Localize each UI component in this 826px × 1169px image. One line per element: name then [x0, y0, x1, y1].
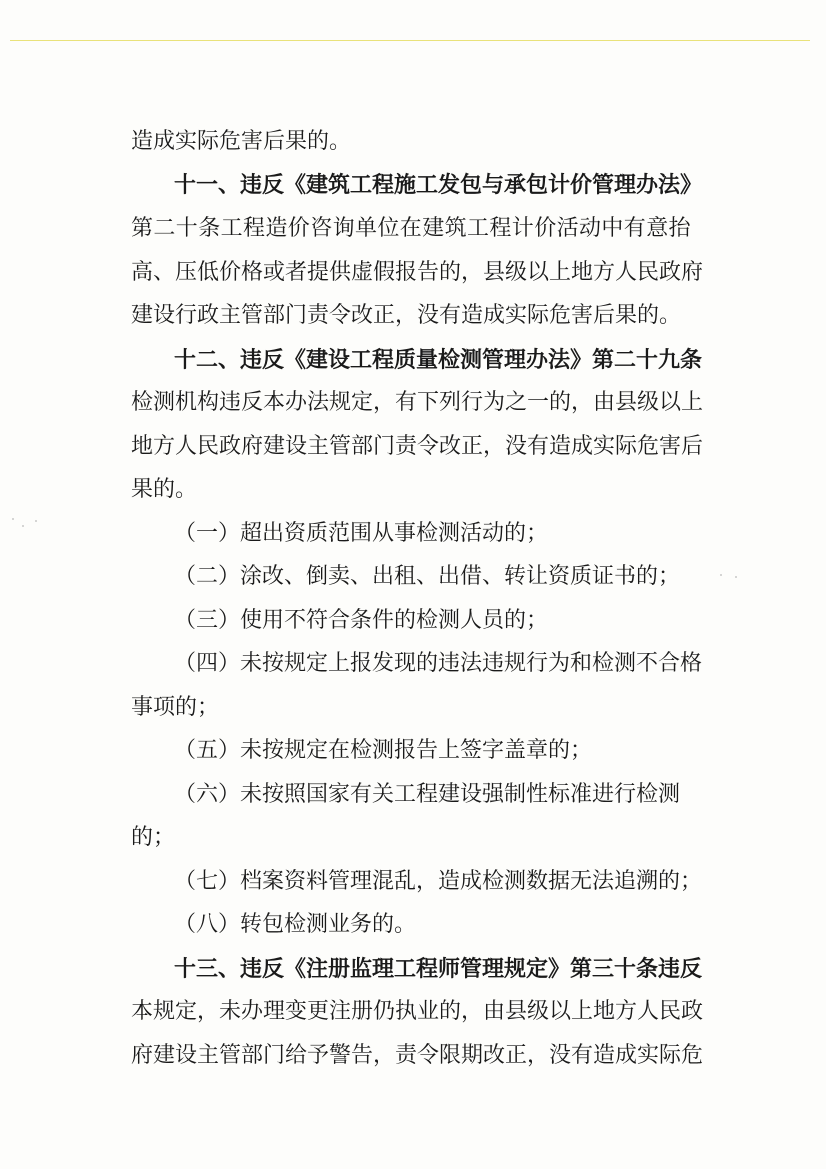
text-line: 果的。	[131, 477, 198, 502]
text-line: 高、压低价格或者提供虚假报告的，县级以上地方人民政府	[131, 260, 704, 285]
list-item: （一）超出资质范围从事检测活动的；	[174, 521, 549, 546]
list-item: （七）档案资料管理混乱，造成检测数据无法追溯的；	[174, 869, 703, 894]
list-item: （四）未按规定上报发现的违法违规行为和检测不合格	[174, 651, 703, 676]
text-line: 十二、违反《建设工程质量检测管理办法》第二十九条	[174, 347, 703, 373]
text-line: 本规定，未办理变更注册仍执业的，由县级以上地方人民政	[131, 999, 704, 1024]
text-line: 第二十条工程造价咨询单位在建筑工程计价活动中有意抬	[131, 216, 692, 241]
text-line: 十一、违反《建筑工程施工发包与承包计价管理办法》	[174, 172, 703, 198]
text-line: 事项的；	[131, 695, 220, 720]
list-item: （三）使用不符合条件的检测人员的；	[174, 608, 549, 633]
list-item: （八）转包检测业务的。	[174, 912, 417, 937]
text-line: 十三、违反《注册监理工程师管理规定》第三十条违反	[174, 956, 703, 982]
text-line: 检测机构违反本办法规定，有下列行为之一的，由县级以上	[131, 390, 704, 415]
list-item: （五）未按规定在检测报告上签字盖章的；	[174, 738, 593, 763]
text-line: 地方人民政府建设主管部门责令改正，没有造成实际危害后	[131, 434, 704, 459]
list-item: （二）涂改、倒卖、出租、出借、转让资质证书的；	[174, 564, 681, 589]
text-line: 建设行政主管部门责令改正，没有造成实际危害后果的。	[131, 303, 682, 328]
text-line: 的；	[131, 825, 176, 850]
list-item: （六）未按照国家有关工程建设强制性标准进行检测	[174, 782, 681, 807]
text-line: 造成实际危害后果的。	[131, 129, 352, 154]
text-line: 府建设主管部门给予警告，责令限期改正，没有造成实际危	[131, 1043, 704, 1068]
